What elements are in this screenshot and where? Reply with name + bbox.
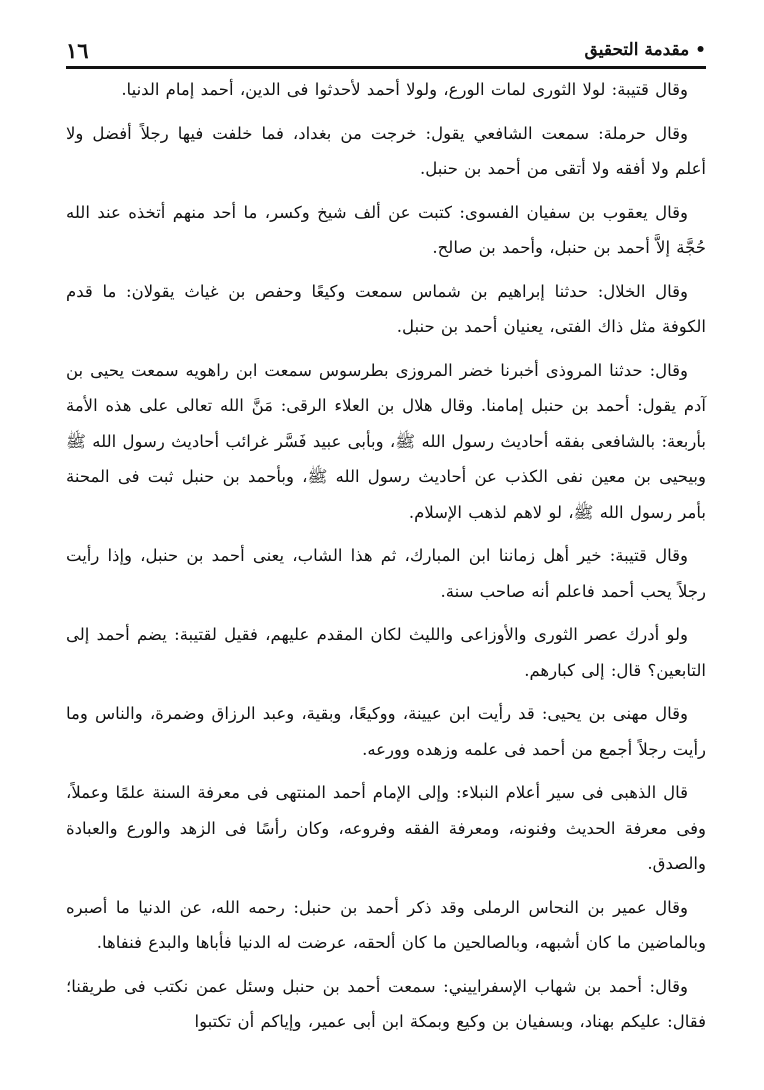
paragraph: وقال حرملة: سمعت الشافعي يقول: خرجت من بغداد، فما خلفت فيها رجلاً أفضل ولا أعلم ولا أفقه ولا أتقى من أحمد بن حنبل. (66, 123, 706, 178)
paragraph: وقال: أحمد بن شهاب الإسفراييني: سمعت أحمد بن حنبل وسئل عمن نكتب فى طريقنا؛ فقال: عليكم بهناد، وبسفيان بن وكيع وبمكة ابن أبى عمير، وإياكم أن تكتبوا (66, 976, 706, 1031)
page-number: ١٦ (66, 37, 89, 63)
paragraph: وقال يعقوب بن سفيان الفسوى: كتبت عن ألف شيخ وكسر، ما أحد منهم أتخذه عند الله حُجَّة إلاَّ أحمد بن حنبل، وأحمد بن صالح. (66, 202, 706, 257)
paragraph: وقال قتيبة: لولا الثورى لمات الورع، ولولا أحمد لأحدثوا فى الدين، أحمد إمام الدنيا. (121, 80, 688, 99)
paragraph: وقال قتيبة: خير أهل زماننا ابن المبارك، ثم هذا الشاب، يعنى أحمد بن حنبل، وإذا رأيت رجلاً يحب أحمد فاعلم أنه صاحب سنة. (66, 546, 706, 601)
paragraph: ولو أدرك عصر الثورى والأوزاعى والليث لكان المقدم عليهم، فقيل لقتيبة: يضم أحمد إلى التابعين؟ قال: إلى كبارهم. (66, 625, 706, 680)
paragraph: وقال مهنى بن يحيى: قد رأيت ابن عيينة، ووكيعًا، وبقية، وعبد الرزاق وضمرة، والناس وما رأيت رجلاً أجمع من أحمد فى علمه وزهده وورعه. (66, 704, 706, 759)
page-body (66, 72, 706, 1048)
paragraph: وقال عمير بن النحاس الرملى وقد ذكر أحمد بن حنبل: رحمه الله، عن الدنيا ما أصبره وبالماضين ما كان أشبهه، وبالصالحين ما كان ألحقه، عرضت له الدنيا فأباها والبدع فنفاها. (66, 897, 706, 952)
paragraph: وقال الخلال: حدثنا إبراهيم بن شماس سمعت وكيعًا وحفص بن غياث يقولان: ما قدم الكوفة مثل ذاك الفتى، يعنيان أحمد بن حنبل. (66, 281, 706, 336)
section-title: • مقدمة التحقيق (584, 40, 706, 60)
paragraph: وقال: حدثنا المروذى أخبرنا خضر المروزى بطرسوس سمعت ابن راهويه سمعت يحيى بن آدم يقول: أحمد بن حنبل إمامنا. وقال هلال بن العلاء الرقى: مَنَّ الله تعالى على هذه الأمة بأربعة: بالشافعى بفقه أحاديث رسول الله ﷺ، وبأبى عبيد فَسَّر غرائب أحاديث رسول الله ﷺ وبيحيى بن معين نفى الكذب عن أحاديث رسول الله ﷺ، وبأحمد بن حنبل ثبت فى المحنة بأمر رسول الله ﷺ، لو لاهم لذهب الإسلام. (66, 360, 706, 522)
paragraph: قال الذهبى فى سير أعلام النبلاء: وإلى الإمام أحمد المنتهى فى معرفة السنة علمًا وعملاً، وفى معرفة الحديث وفنونه، ومعرفة الفقه وفروعه، وكان رأسًا فى الزهد والورع والعبادة والصدق. (66, 783, 706, 873)
page-header (66, 34, 706, 69)
